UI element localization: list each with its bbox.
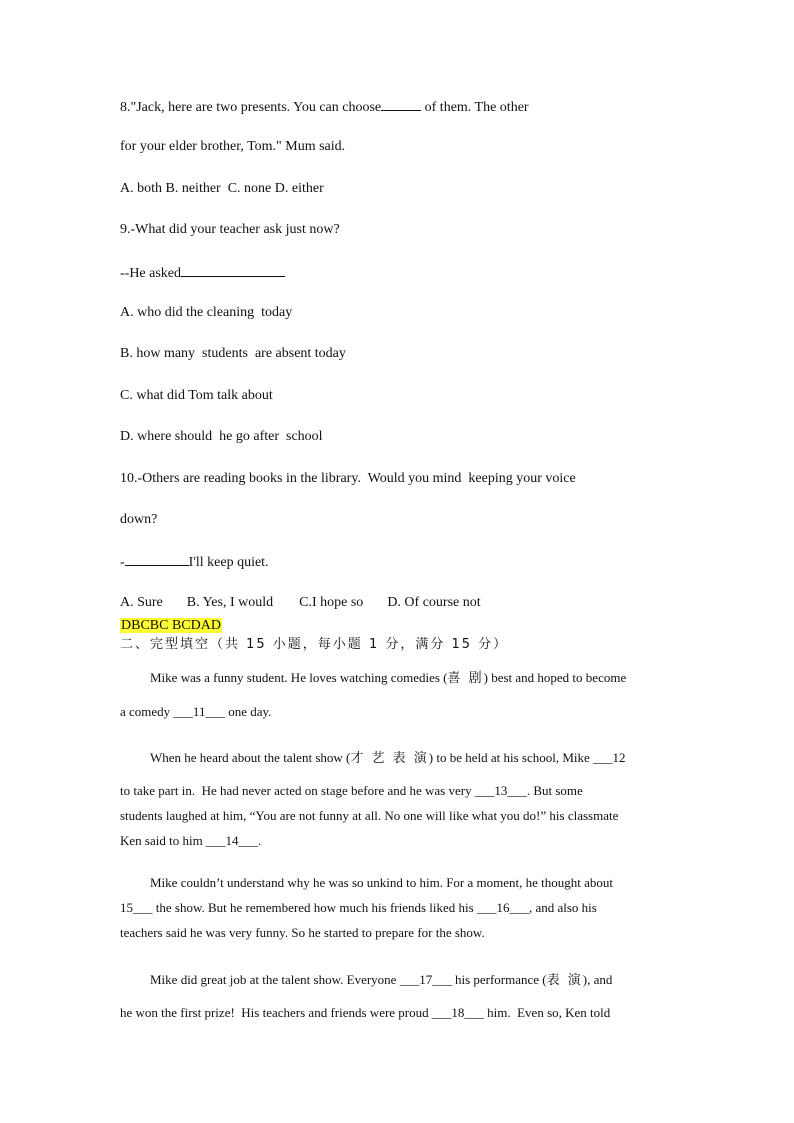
cloze-p4-text-e: him. Even so, Ken told [483, 1005, 611, 1020]
q8-stem-text: 8."Jack, here are two presents. You can choose [120, 100, 382, 115]
q9-option-b: B. how many students are absent today [120, 346, 346, 361]
cloze-p3-line2 [120, 899, 597, 917]
cloze-section-heading: 二、完型填空（共 15 小题，每小题 1 分，满分 15 分） [120, 637, 509, 652]
answer-key [120, 617, 222, 635]
q8-stem-line1 [120, 97, 529, 117]
blank-17: ___17___ [399, 972, 452, 987]
blank-18: ___18___ [431, 1005, 484, 1020]
cloze-p4-line2 [120, 1004, 610, 1022]
cloze-p2-line4 [120, 832, 261, 850]
cloze-p2-text-b: ) to be held at his school, Mike [428, 750, 594, 765]
cloze-p2-text-c: to take part in. He had never acted on stage before and he was very [120, 783, 475, 798]
q10-answer-blank [125, 552, 189, 566]
blank-16: ___16___ [476, 900, 529, 915]
q8-options: A. both B. neither C. none D. either [120, 181, 324, 196]
blank-14: ___14___ [205, 833, 258, 848]
blank-13: ___13___ [474, 783, 527, 798]
q10-option-c: C.I hope so [299, 595, 364, 610]
blank-11: ___11___ [173, 704, 225, 719]
cloze-p2-text-a: When he heard about the talent show ( [150, 750, 351, 765]
cloze-p4-text-b: his performance ( [451, 972, 547, 987]
q9-option-d: D. where should he go after school [120, 429, 323, 444]
cloze-p1-text [150, 669, 626, 688]
cloze-p2-gloss: 才 艺 表 演 [350, 751, 429, 766]
cloze-p1-line2 [120, 703, 271, 721]
cloze-p2-text [150, 749, 626, 768]
q10-option-a: A. Sure [120, 595, 163, 610]
cloze-p1-text-c: a comedy [120, 704, 174, 719]
cloze-p4-text-d: he won the first prize! His teachers and friends were proud [120, 1005, 432, 1020]
cloze-p1-gloss: 喜 剧 [447, 671, 484, 686]
blank-15: 15___ [120, 900, 153, 915]
q9-answer-blank [181, 263, 285, 277]
q9-answer-line [120, 263, 285, 283]
cloze-p3-line3: teachers said he was very funny. So he started to prepare for the show. [120, 925, 485, 940]
q10-reply-suffix: I'll keep quiet. [188, 555, 269, 570]
cloze-p4-gloss: 表 演 [546, 973, 583, 988]
q10-stem-line2: down? [120, 512, 158, 527]
cloze-p1-text-b: ) best and hoped to become [483, 670, 627, 685]
cloze-p1-text-a: Mike was a funny student. He loves watching comedies ( [150, 670, 448, 685]
q9-option-c: C. what did Tom talk about [120, 388, 273, 403]
blank-12: ___12 [593, 750, 626, 765]
cloze-p2-line1 [120, 749, 674, 768]
cloze-p2-line2 [120, 782, 583, 800]
q9-stem: 9.-What did your teacher ask just now? [120, 222, 340, 237]
q8-stem-line2: for your elder brother, Tom." Mum said. [120, 139, 346, 154]
answer-key-highlight: DBCBC BCDAD [121, 618, 221, 633]
q10-stem-line1: 10.-Others are reading books in the library. Would you mind keeping your voice [120, 471, 576, 486]
q8-answer-blank [381, 97, 421, 111]
cloze-p2-line3: students laughed at him, “You are not funny at all. No one will like what you do!” his classmate [120, 808, 619, 823]
q10-options [120, 594, 481, 612]
q8-stem-text-end: of them. The other [421, 100, 529, 115]
cloze-p2-text-f: . [257, 833, 262, 848]
cloze-p1-text-d: one day. [224, 704, 272, 719]
q10-reply-line [120, 552, 269, 572]
cloze-p3-text-a: the show. But he remembered how much his friends liked his [152, 900, 477, 915]
q9-answer-prefix: --He asked [120, 266, 182, 281]
q10-option-b: B. Yes, I would [186, 595, 274, 610]
cloze-p2-text-e: Ken said to him [120, 833, 206, 848]
q9-option-a: A. who did the cleaning today [120, 305, 293, 320]
q10-reply-prefix: - [120, 555, 125, 570]
cloze-p4-line1 [150, 971, 612, 990]
cloze-p3-line1: Mike couldn’t understand why he was so unkind to him. For a moment, he thought about [150, 875, 614, 890]
cloze-p4-text-c: ), and [582, 972, 613, 987]
cloze-p1-line1 [120, 669, 674, 688]
cloze-p4-text-a: Mike did great job at the talent show. Everyone [150, 972, 400, 987]
cloze-p2-text-d: . But some [526, 783, 583, 798]
q10-option-d: D. Of course not [387, 595, 481, 610]
cloze-p3-text-b: , and also his [528, 900, 597, 915]
